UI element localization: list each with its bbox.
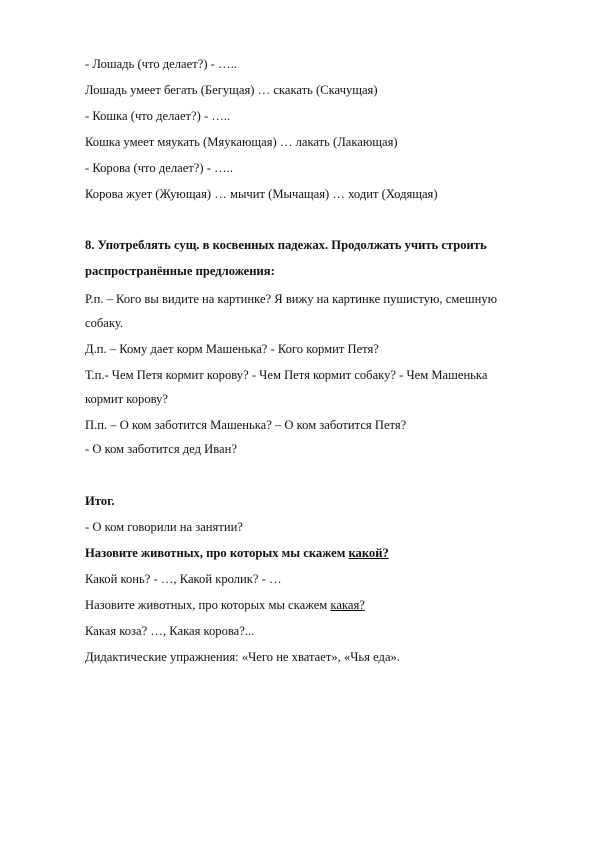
case-tp-line-cont: кормит корову? — [85, 392, 169, 406]
case-rp-line-cont: собаку. — [85, 316, 124, 330]
case-tp-line: Т.п.- Чем Петя кормит корову? - Чем Петя кормит собаку? - Чем Машенька — [85, 368, 488, 382]
dialogue-line: Кошка умеет мяукать (Мяукающая) … лакать (Лакающая) — [85, 135, 398, 149]
summary-task-heading — [85, 546, 565, 561]
exercises-line: Дидактические упражнения: «Чего не хватает», «Чья еда». — [85, 650, 400, 664]
dialogue-line: Лошадь умеет бегать (Бегущая) … скакать (Скачущая) — [85, 83, 378, 97]
summary-title: Итог. — [85, 494, 115, 508]
case-pp-line: П.п. – О ком заботится Машенька? – О ком заботится Петя? — [85, 418, 407, 432]
dialogue-line: - Лошадь (что делает?) - ….. — [85, 57, 237, 71]
section8-heading: 8. Употреблять сущ. в косвенных падежах. Продолжать учить строить — [85, 238, 487, 252]
summary-task-text: Назовите животных, про которых мы скажем — [85, 598, 331, 612]
section8-heading-cont: распространённые предложения: — [85, 264, 275, 278]
case-dp-line: Д.п. – Кому дает корм Машенька? - Кого кормит Петя? — [85, 342, 379, 356]
dialogue-line: - Кошка (что делает?) - ….. — [85, 109, 231, 123]
summary-task — [85, 598, 565, 613]
underlined-word: какая? — [330, 598, 365, 612]
summary-task-text: Назовите животных, про которых мы скажем — [85, 546, 349, 560]
summary-answers: Какой конь? - …, Какой кролик? - … — [85, 572, 282, 586]
dialogue-line: Корова жует (Жующая) … мычит (Мычащая) … ходит (Ходящая) — [85, 187, 438, 201]
case-pp-extra-line: - О ком заботится дед Иван? — [85, 442, 237, 456]
summary-answers: Какая коза? …, Какая корова?... — [85, 624, 255, 638]
underlined-word: какой? — [348, 546, 389, 560]
case-rp-line: Р.п. – Кого вы видите на картинке? Я вижу на картинке пушистую, смешную — [85, 292, 498, 306]
dialogue-line: - Корова (что делает?) - ….. — [85, 161, 233, 175]
summary-question: - О ком говорили на занятии? — [85, 520, 243, 534]
